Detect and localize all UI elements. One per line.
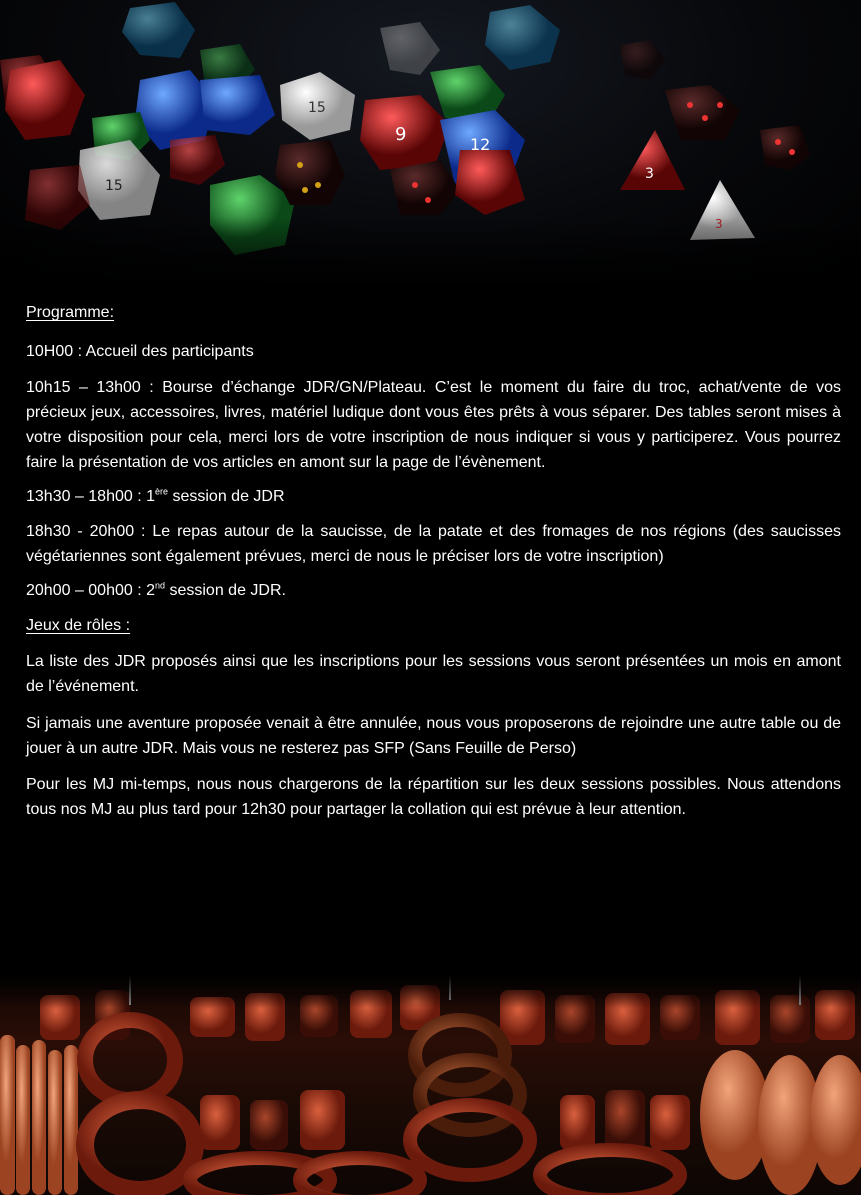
programme-item-bourse: 10h15 – 13h00 : Bourse d’échange JDR/GN/Plateau. C’est le moment du faire du troc, achat/vente de vos précieux jeux, accessoires, livres, matériel ludique dont vous êtes prêts à vous séparer. Des tables seront mises à votre disposition pour cela, merci lors de votre inscription de nous indiquer si vous y participerez. Vous pourrez faire la présentation de vos articles en amont sur la page de l’évènement. [26, 379, 841, 471]
session1-text-end: session de JDR [168, 488, 285, 505]
event-description [26, 300, 841, 822]
dice-photo-banner [0, 0, 861, 290]
programme-heading: Programme: [26, 304, 115, 321]
roleplay-para-cancel: Si jamais une aventure proposée venait à être annulée, nous vous proposerons de rejoindre une autre table ou de jouer à un autre JDR. Mais vous ne resterez pas SFP (Sans Feuille de Perso) [26, 715, 841, 757]
roleplay-heading: Jeux de rôles : [26, 617, 131, 634]
charcuterie-photo-banner [0, 975, 861, 1195]
roleplay-para-list: La liste des JDR proposés ainsi que les inscriptions pour les sessions vous seront présentées un mois en amont de l’événement. [26, 653, 841, 695]
session2-ordinal: nd [155, 580, 166, 591]
session2-text-end: session de JDR. [165, 582, 286, 599]
programme-item-accueil: 10H00 : Accueil des participants [26, 343, 254, 360]
session2-text: 20h00 – 00h00 : 2 [26, 582, 156, 599]
roleplay-para-mj: Pour les MJ mi-temps, nous nous chargerons de la répartition sur les deux sessions possibles. Nous attendons tous nos MJ au plus tard pour 12h30 pour partager la collation qui est prévue à leur attention. [26, 776, 841, 818]
programme-item-repas: 18h30 - 20h00 : Le repas autour de la saucisse, de la patate et des fromages de nos régions (des saucisses végétariennes sont également prévues, merci de nous le préciser lors de votre inscription) [26, 523, 841, 565]
programme-item-session1 [26, 484, 841, 509]
programme-item-session2 [26, 578, 841, 603]
session1-text: 13h30 – 18h00 : 1 [26, 488, 156, 505]
dice-illustration [0, 0, 861, 290]
session1-ordinal: ère [155, 486, 169, 497]
charcuterie-illustration [0, 975, 861, 1195]
